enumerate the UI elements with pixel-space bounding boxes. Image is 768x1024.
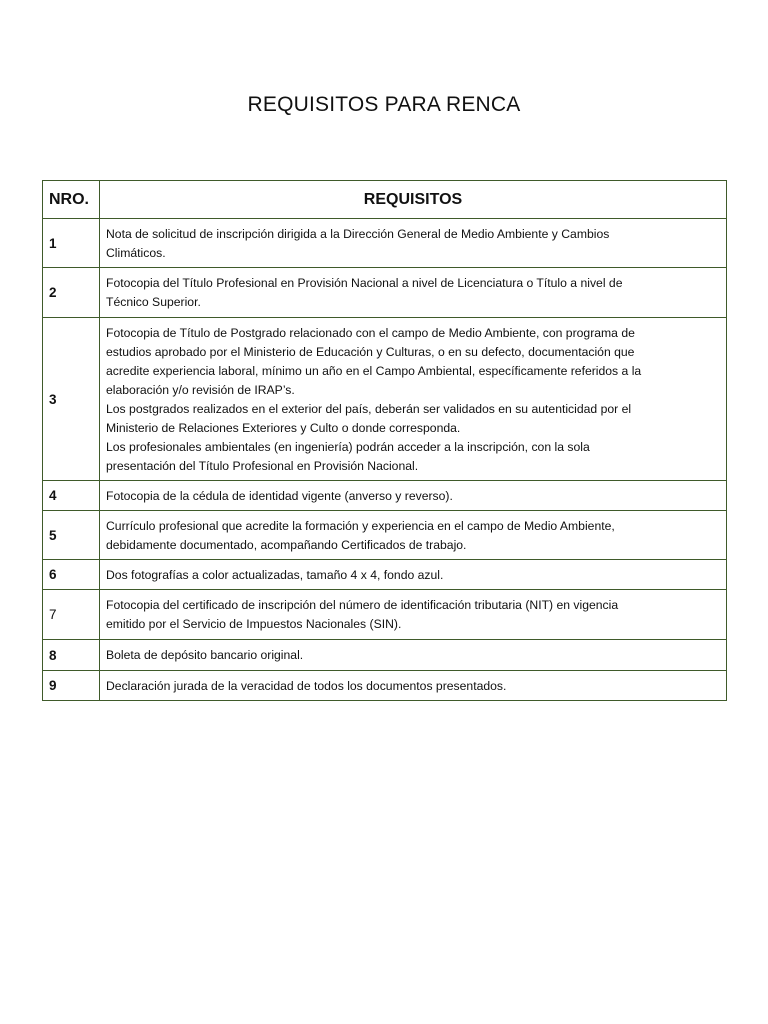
header-nro: NRO. [43, 181, 100, 219]
requirement-text [100, 590, 727, 640]
requirements-table [42, 180, 727, 701]
requirement-line: Currículo profesional que acredite la formación y experiencia en el campo de Medio Ambiente, [106, 518, 615, 533]
requirement-line: Fotocopia de la cédula de identidad vigente (anverso y reverso). [106, 488, 453, 503]
requirement-text [100, 671, 727, 701]
table-row [43, 268, 727, 318]
requirement-line: Dos fotografías a color actualizadas, tamaño 4 x 4, fondo azul. [106, 567, 444, 582]
table-row [43, 590, 727, 640]
requirement-line: elaboración y/o revisión de IRAP’s. [106, 382, 295, 397]
row-number: 7 [43, 590, 100, 640]
requirement-line: estudios aprobado por el Ministerio de Educación y Culturas, o en su defecto, documentación que [106, 344, 635, 359]
requirement-line: acredite experiencia laboral, mínimo un año en el Campo Ambiental, específicamente referidos a la [106, 363, 642, 378]
row-number: 1 [43, 219, 100, 268]
row-number: 8 [43, 640, 100, 671]
requirement-text [100, 318, 727, 481]
requirement-line: Climáticos. [106, 245, 166, 260]
requirement-line: Los profesionales ambientales (en ingeniería) podrán acceder a la inscripción, con la sola [106, 439, 590, 454]
requirement-text [100, 511, 727, 560]
row-number: 4 [43, 481, 100, 511]
page-title: REQUISITOS PARA RENCA [247, 93, 521, 116]
requirement-line: Fotocopia del certificado de inscripción del número de identificación tributaria (NIT) en vigencia [106, 598, 619, 612]
requirement-line: Declaración jurada de la veracidad de todos los documentos presentados. [106, 678, 507, 693]
requirement-line: Boleta de depósito bancario original. [106, 648, 304, 662]
requirement-line: Técnico Superior. [106, 295, 201, 309]
requirement-text [100, 481, 727, 511]
row-number: 3 [43, 318, 100, 481]
requirement-text [100, 560, 727, 590]
requirement-line: emitido por el Servicio de Impuestos Nacionales (SIN). [106, 617, 402, 631]
table-row [43, 511, 727, 560]
row-number: 9 [43, 671, 100, 701]
table-row [43, 318, 727, 481]
requirement-line: presentación del Título Profesional en Provisión Nacional. [106, 458, 419, 473]
requirement-line: Fotocopia de Título de Postgrado relacionado con el campo de Medio Ambiente, con programa de [106, 325, 635, 340]
table-header-row [43, 181, 727, 219]
row-number: 5 [43, 511, 100, 560]
requirement-text [100, 640, 727, 671]
table-row [43, 560, 727, 590]
row-number: 6 [43, 560, 100, 590]
table-row [43, 671, 727, 701]
requirement-text [100, 268, 727, 318]
requirement-line: debidamente documentado, acompañando Certificados de trabajo. [106, 537, 467, 552]
requirement-line: Fotocopia del Título Profesional en Provisión Nacional a nivel de Licenciatura o Título a nivel de [106, 276, 623, 290]
header-requisitos: REQUISITOS [100, 181, 727, 219]
requirement-line: Ministerio de Relaciones Exteriores y Culto o donde corresponda. [106, 420, 461, 435]
table-row [43, 481, 727, 511]
requirement-line: Los postgrados realizados en el exterior del país, deberán ser validados en su autenticidad por el [106, 401, 632, 416]
requirement-line: Nota de solicitud de inscripción dirigida a la Dirección General de Medio Ambiente y Cambios [106, 226, 610, 241]
table-row [43, 640, 727, 671]
requirement-text [100, 219, 727, 268]
table-row [43, 219, 727, 268]
row-number: 2 [43, 268, 100, 318]
